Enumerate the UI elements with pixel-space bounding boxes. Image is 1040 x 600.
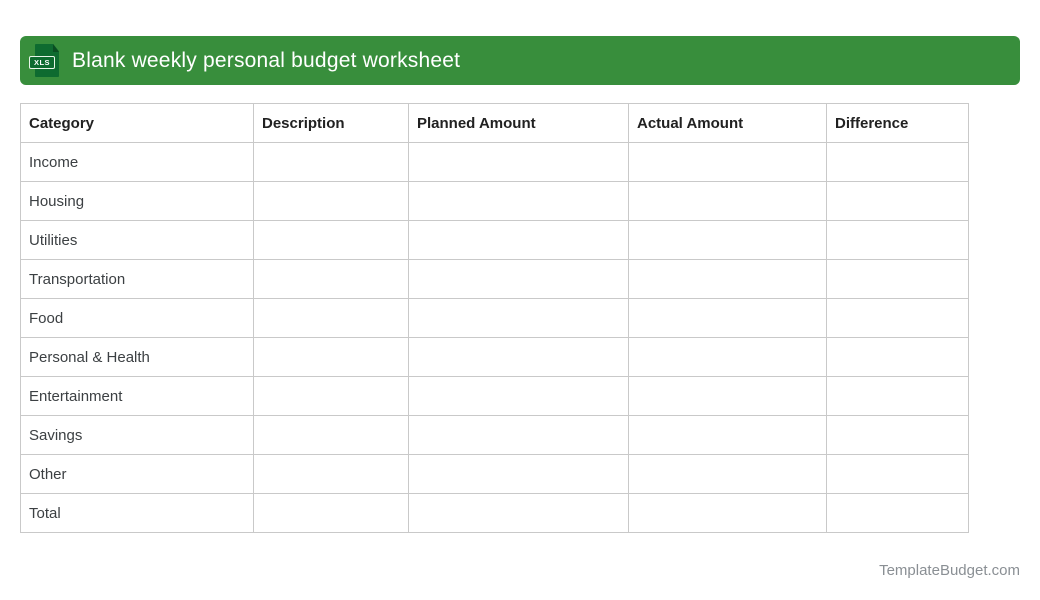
table-row-total xyxy=(21,494,969,533)
empty-cell xyxy=(254,260,409,299)
empty-cell xyxy=(409,260,629,299)
table-row-food xyxy=(21,299,969,338)
category-cell: Utilities xyxy=(21,221,254,260)
table-row-savings xyxy=(21,416,969,455)
category-cell: Transportation xyxy=(21,260,254,299)
empty-cell xyxy=(254,299,409,338)
empty-cell xyxy=(254,455,409,494)
empty-cell xyxy=(629,494,827,533)
empty-cell xyxy=(254,221,409,260)
table-row-income xyxy=(21,143,969,182)
category-cell: Housing xyxy=(21,182,254,221)
empty-cell xyxy=(827,260,969,299)
category-cell: Entertainment xyxy=(21,377,254,416)
empty-cell xyxy=(254,416,409,455)
empty-cell xyxy=(409,143,629,182)
table-row-utilities xyxy=(21,221,969,260)
empty-cell xyxy=(629,182,827,221)
empty-cell xyxy=(827,377,969,416)
empty-cell xyxy=(409,338,629,377)
column-header-planned-amount: Planned Amount xyxy=(409,104,629,143)
empty-cell xyxy=(629,338,827,377)
empty-cell xyxy=(827,182,969,221)
table-row-entertainment xyxy=(21,377,969,416)
column-header-actual-amount: Actual Amount xyxy=(629,104,827,143)
empty-cell xyxy=(827,221,969,260)
table-row-personal-health xyxy=(21,338,969,377)
empty-cell xyxy=(827,494,969,533)
budget-worksheet-table xyxy=(20,103,969,533)
empty-cell xyxy=(827,143,969,182)
empty-cell xyxy=(629,416,827,455)
category-cell: Savings xyxy=(21,416,254,455)
category-cell: Food xyxy=(21,299,254,338)
empty-cell xyxy=(409,182,629,221)
site-credit-link[interactable]: TemplateBudget.com xyxy=(879,562,1020,579)
category-cell: Income xyxy=(21,143,254,182)
category-cell: Other xyxy=(21,455,254,494)
column-header-category: Category xyxy=(21,104,254,143)
empty-cell xyxy=(629,299,827,338)
header-row xyxy=(21,104,969,143)
empty-cell xyxy=(827,455,969,494)
empty-cell xyxy=(409,299,629,338)
page-title: Blank weekly personal budget worksheet xyxy=(72,48,461,72)
table-row-housing xyxy=(21,182,969,221)
xls-file-badge: XLS xyxy=(29,56,55,69)
column-header-difference: Difference xyxy=(827,104,969,143)
empty-cell xyxy=(827,416,969,455)
empty-cell xyxy=(629,377,827,416)
empty-cell xyxy=(409,221,629,260)
empty-cell xyxy=(629,455,827,494)
empty-cell xyxy=(409,377,629,416)
empty-cell xyxy=(254,377,409,416)
empty-cell xyxy=(629,143,827,182)
empty-cell xyxy=(409,455,629,494)
empty-cell xyxy=(254,143,409,182)
column-header-description: Description xyxy=(254,104,409,143)
empty-cell xyxy=(409,494,629,533)
category-cell: Total xyxy=(21,494,254,533)
empty-cell xyxy=(629,260,827,299)
empty-cell xyxy=(254,338,409,377)
empty-cell xyxy=(827,299,969,338)
table-row-transportation xyxy=(21,260,969,299)
empty-cell xyxy=(827,338,969,377)
xls-file-fold-corner xyxy=(53,44,59,52)
xls-file-icon xyxy=(32,44,59,77)
worksheet-title-bar xyxy=(20,36,1020,85)
table-row-other xyxy=(21,455,969,494)
empty-cell xyxy=(254,494,409,533)
empty-cell xyxy=(409,416,629,455)
category-cell: Personal & Health xyxy=(21,338,254,377)
empty-cell xyxy=(254,182,409,221)
empty-cell xyxy=(629,221,827,260)
